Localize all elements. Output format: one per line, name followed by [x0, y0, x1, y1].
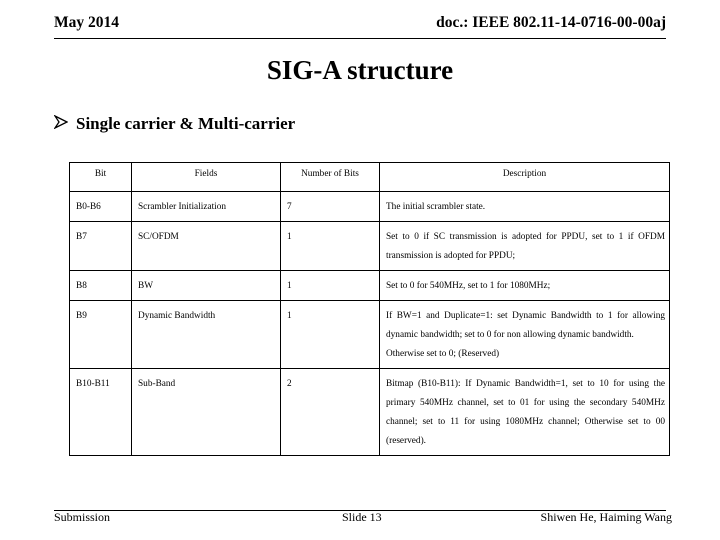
table-row — [70, 192, 670, 222]
cell-bit: B9 — [70, 301, 132, 369]
cell-field: Sub-Band — [132, 369, 281, 456]
cell-description — [380, 222, 670, 271]
header-doc-id: doc.: IEEE 802.11-14-0716-00-00aj — [436, 14, 666, 31]
sig-a-table — [69, 162, 670, 456]
cell-num-bits: 1 — [281, 271, 380, 301]
cell-description — [380, 271, 670, 301]
footer-authors: Shiwen He, Haiming Wang — [540, 510, 672, 524]
description-text: If BW=1 and Duplicate=1: set Dynamic Bandwidth to 1 for allowing dynamic bandwidth; set to 0 for non allowing dynamic bandwidth. — [386, 311, 665, 340]
header-divider — [54, 38, 666, 39]
cell-description — [380, 192, 670, 222]
cell-num-bits: 1 — [281, 301, 380, 369]
table-row — [70, 222, 670, 271]
cell-bit: B8 — [70, 271, 132, 301]
cell-bit: B10-B11 — [70, 369, 132, 456]
cell-bit: B7 — [70, 222, 132, 271]
table-header-row — [70, 163, 670, 192]
column-header-description: Description — [380, 163, 670, 192]
cell-num-bits: 2 — [281, 369, 380, 456]
description-text: The initial scrambler state. — [386, 202, 486, 212]
table-row — [70, 301, 670, 369]
arrow-bullet-icon — [54, 115, 76, 134]
cell-field: Scrambler Initialization — [132, 192, 281, 222]
cell-description — [380, 301, 670, 369]
table-row — [70, 369, 670, 456]
bullet-text: Single carrier & Multi-carrier — [76, 114, 296, 133]
footer-slide-number: Slide 13 — [342, 510, 382, 524]
footer-submission: Submission — [54, 510, 111, 524]
slide-title: SIG-A structure — [266, 55, 454, 85]
cell-field: SC/OFDM — [132, 222, 281, 271]
table-row — [70, 271, 670, 301]
column-header-fields: Fields — [132, 163, 281, 192]
column-header-number-of-bits: Number of Bits — [281, 163, 380, 192]
column-header-bit: Bit — [70, 163, 132, 192]
description-text: Otherwise set to 0; (Reserved) — [386, 349, 500, 359]
cell-field: Dynamic Bandwidth — [132, 301, 281, 369]
description-text: Set to 0 if SC transmission is adopted for PPDU, set to 1 if OFDM transmission is adopted for PPDU; — [386, 232, 665, 261]
header-date: May 2014 — [54, 14, 120, 31]
description-text: Bitmap (B10-B11): If Dynamic Bandwidth=1, set to 10 for using the primary 540MHz channel, set to 01 for using the secondary 540MHz channel; set to 11 for using 1080MHz channel; Otherwise set to 00 (reserved). — [386, 379, 665, 446]
cell-description — [380, 369, 670, 456]
cell-num-bits: 1 — [281, 222, 380, 271]
cell-bit: B0-B6 — [70, 192, 132, 222]
bullet-item — [54, 114, 295, 134]
cell-field: BW — [132, 271, 281, 301]
cell-num-bits: 7 — [281, 192, 380, 222]
description-text: Set to 0 for 540MHz, set to 1 for 1080MHz; — [386, 281, 551, 291]
